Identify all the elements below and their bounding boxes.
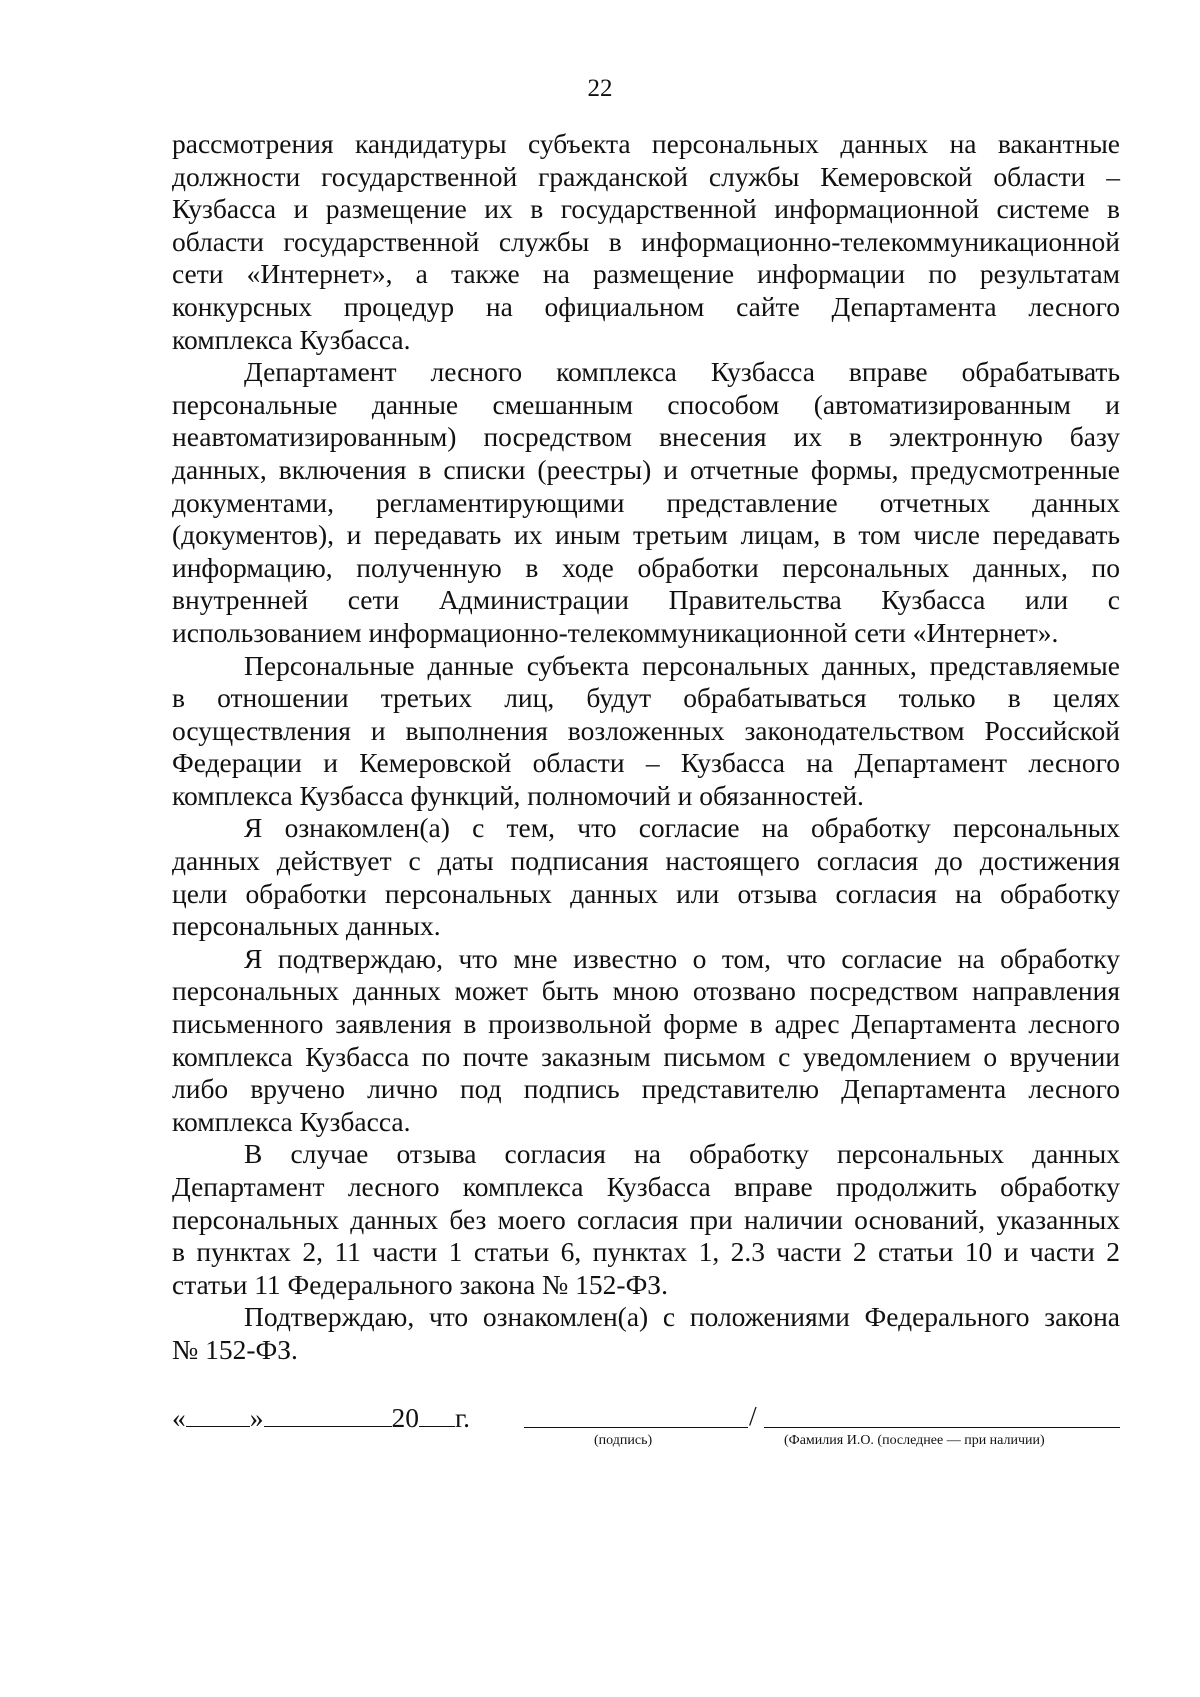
text-line: персональные данные смешанным способом (автоматизированным и	[172, 388, 1120, 420]
text-line: В случае отзыва согласия на обработку персональных данных	[244, 1138, 1120, 1170]
text-line: неавтоматизированным) посредством внесения их в электронную базу	[172, 421, 1120, 453]
text-line: рассмотрения кандидатуры субъекта персональных данных на вакантные	[172, 128, 1120, 159]
text-line: данных, включения в списки (реестры) и отчетные формы, предусмотренные	[172, 453, 1120, 485]
text-line: в отношении третьих лиц, будут обрабатываться только в целях	[172, 682, 1120, 714]
page-number: 22	[587, 75, 613, 102]
year-prefix: 20	[391, 1402, 419, 1433]
text-line: Департамент лесного комплекса Кузбасса вправе обрабатывать	[244, 356, 1120, 388]
paragraph	[172, 1301, 1120, 1366]
paragraph	[172, 356, 1120, 649]
paragraph	[172, 943, 1120, 1139]
text-line: осуществления и выполнения возложенных законодательством Российской	[172, 714, 1120, 746]
text-line: Кузбасса и размещение их в государственной информационной системе в	[172, 193, 1120, 225]
text-line: комплекса Кузбасса.	[172, 1105, 411, 1137]
signature-caption: (подпись)	[594, 1433, 653, 1448]
year-suffix: г.	[455, 1402, 471, 1433]
paragraph	[172, 650, 1120, 813]
text-line: Я ознакомлен(а) с тем, что согласие на обработку персональных	[244, 812, 1120, 844]
text-line: в пунктах 2, 11 части 1 статьи 6, пунктах 1, 2.3 части 2 статьи 10 и части 2	[172, 1236, 1120, 1268]
day-blank	[186, 1400, 250, 1427]
text-line: статьи 11 Федерального закона № 152-ФЗ.	[172, 1268, 668, 1300]
text-line: комплекса Кузбасса функций, полномочий и обязанностей.	[172, 779, 864, 811]
signature-slash: /	[749, 1400, 757, 1431]
year-blank	[419, 1400, 455, 1427]
text-line: области государственной службы в информационно-телекоммуникационной	[172, 225, 1120, 257]
text-line: либо вручено лично под подпись представителю Департамента лесного	[172, 1073, 1120, 1105]
text-line: Персональные данные субъекта персональных данных, представляемые	[244, 649, 1120, 681]
month-blank	[264, 1400, 392, 1427]
text-line: письменного заявления в произвольной форме в адрес Департамента лесного	[172, 1008, 1120, 1040]
name-caption: (Фамилия И.О. (последнее — при наличии)	[784, 1433, 1045, 1448]
name-line	[764, 1427, 1120, 1428]
text-line: использованием информационно-телекоммуникационной сети «Интернет».	[172, 616, 1059, 648]
text-line: комплекса Кузбасса по почте заказным письмом с уведомлением о вручении	[172, 1040, 1120, 1072]
text-line: персональных данных может быть мною отозвано посредством направления	[172, 975, 1120, 1007]
paragraph	[172, 1138, 1120, 1301]
text-line: Я подтверждаю, что мне известно о том, что согласие на обработку	[244, 942, 1120, 974]
date-open-quote: «	[172, 1402, 186, 1433]
text-line: Департамент лесного комплекса Кузбасса вправе продолжить обработку	[172, 1171, 1120, 1202]
paragraph	[172, 128, 1120, 356]
text-line: цели обработки персональных данных или отзыва согласия на обработку	[172, 877, 1120, 909]
text-line: документами, регламентирующими представление отчетных данных	[172, 486, 1120, 518]
text-line: персональных данных без моего согласия при наличии оснований, указанных	[172, 1203, 1120, 1235]
text-line: (документов), и передавать их иным третьим лицам, в том числе передавать	[172, 519, 1120, 551]
text-line: Федерации и Кемеровской области – Кузбасса на Департамент лесного	[172, 747, 1120, 779]
signature-block	[172, 1400, 1120, 1460]
text-line: комплекса Кузбасса.	[172, 323, 411, 355]
text-line: персональных данных.	[172, 910, 441, 942]
signature-line	[524, 1427, 748, 1428]
text-line: № 152-ФЗ.	[172, 1333, 298, 1365]
date-field	[172, 1400, 470, 1434]
paragraph	[172, 812, 1120, 942]
text-line: внутренней сети Администрации Правительства Кузбасса или с	[172, 584, 1120, 616]
text-line: должности государственной гражданской службы Кемеровской области –	[172, 160, 1120, 192]
document-body	[172, 128, 1120, 1367]
text-line: данных действует с даты подписания настоящего согласия до достижения	[172, 845, 1120, 877]
text-line: сети «Интернет», а также на размещение информации по результатам	[172, 258, 1120, 290]
text-line: информацию, полученную в ходе обработки персональных данных, по	[172, 551, 1120, 583]
text-line: Подтверждаю, что ознакомлен(а) с положениями Федерального закона	[244, 1301, 1120, 1333]
text-line: конкурсных процедур на официальном сайте Департамента лесного	[172, 290, 1120, 322]
date-close-quote: »	[249, 1402, 264, 1433]
